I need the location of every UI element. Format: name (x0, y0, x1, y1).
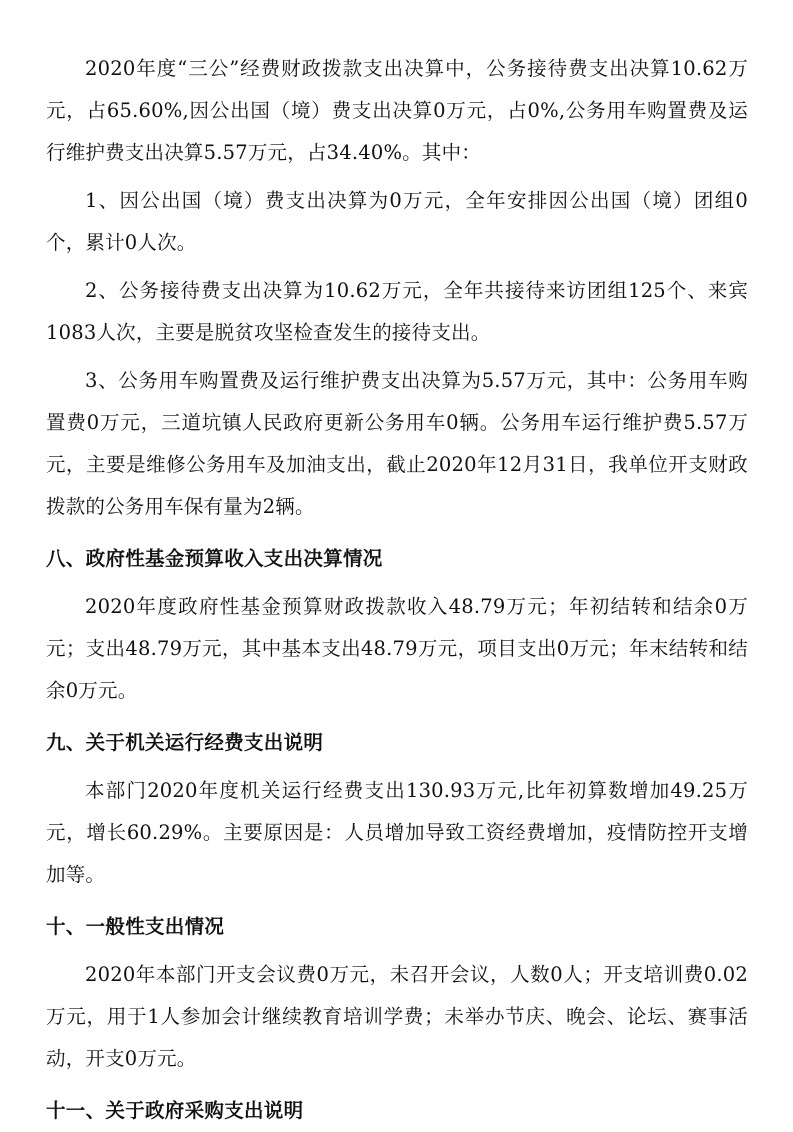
section-heading-procurement: 十一、关于政府采购支出说明 (46, 1099, 304, 1122)
section-heading-general-expense: 十、一般性支出情况 (46, 915, 225, 938)
document-page (46, 48, 748, 1132)
section-heading-operating-expense: 九、关于机关运行经费支出说明 (46, 731, 324, 754)
paragraph-reception-expense: 2、公务接待费支出决算为10.62万元，全年共接待来访团组125个、来宾1083人次，主要是脱贫攻坚检查发生的接待支出。 (46, 279, 748, 344)
paragraph-operating-expense: 本部门2020年度机关运行经费支出130.93万元,比年初算数增加49.25万元，增长60.29%。主要原因是：人员增加导致工资经费增加，疫情防控开支增加等。 (46, 779, 748, 886)
section-heading-government-fund: 八、政府性基金预算收入支出决算情况 (46, 547, 383, 570)
paragraph-overseas-travel: 1、因公出国（境）费支出决算为0万元，全年安排因公出国（境）团组0个，累计0人次。 (46, 189, 748, 254)
paragraph-general-expense: 2020年本部门开支会议费0万元，未召开会议，人数0人；开支培训费0.02万元，用于1人参加会计继续教育培训学费；未举办节庆、晚会、论坛、赛事活动，开支0万元。 (46, 963, 748, 1070)
paragraph-government-fund: 2020年度政府性基金预算财政拨款收入48.79万元；年初结转和结余0万元；支出48.79万元，其中基本支出48.79万元，项目支出0万元；年末结转和结余0万元。 (46, 595, 748, 702)
paragraph-three-public-summary: 2020年度“三公”经费财政拨款支出决算中，公务接待费支出决算10.62万元，占65.60%,因公出国（境）费支出决算0万元，占0%,公务用车购置费及运行维护费支出决算5.57万元，占34.40%。其中： (46, 57, 748, 164)
paragraph-vehicle-expense: 3、公务用车购置费及运行维护费支出决算为5.57万元，其中：公务用车购置费0万元，三道坑镇人民政府更新公务用车0辆。公务用车运行维护费5.57万元，主要是维修公务用车及加油支出，截止2020年12月31日，我单位开支财政拨款的公务用车保有量为2辆。 (46, 369, 748, 518)
